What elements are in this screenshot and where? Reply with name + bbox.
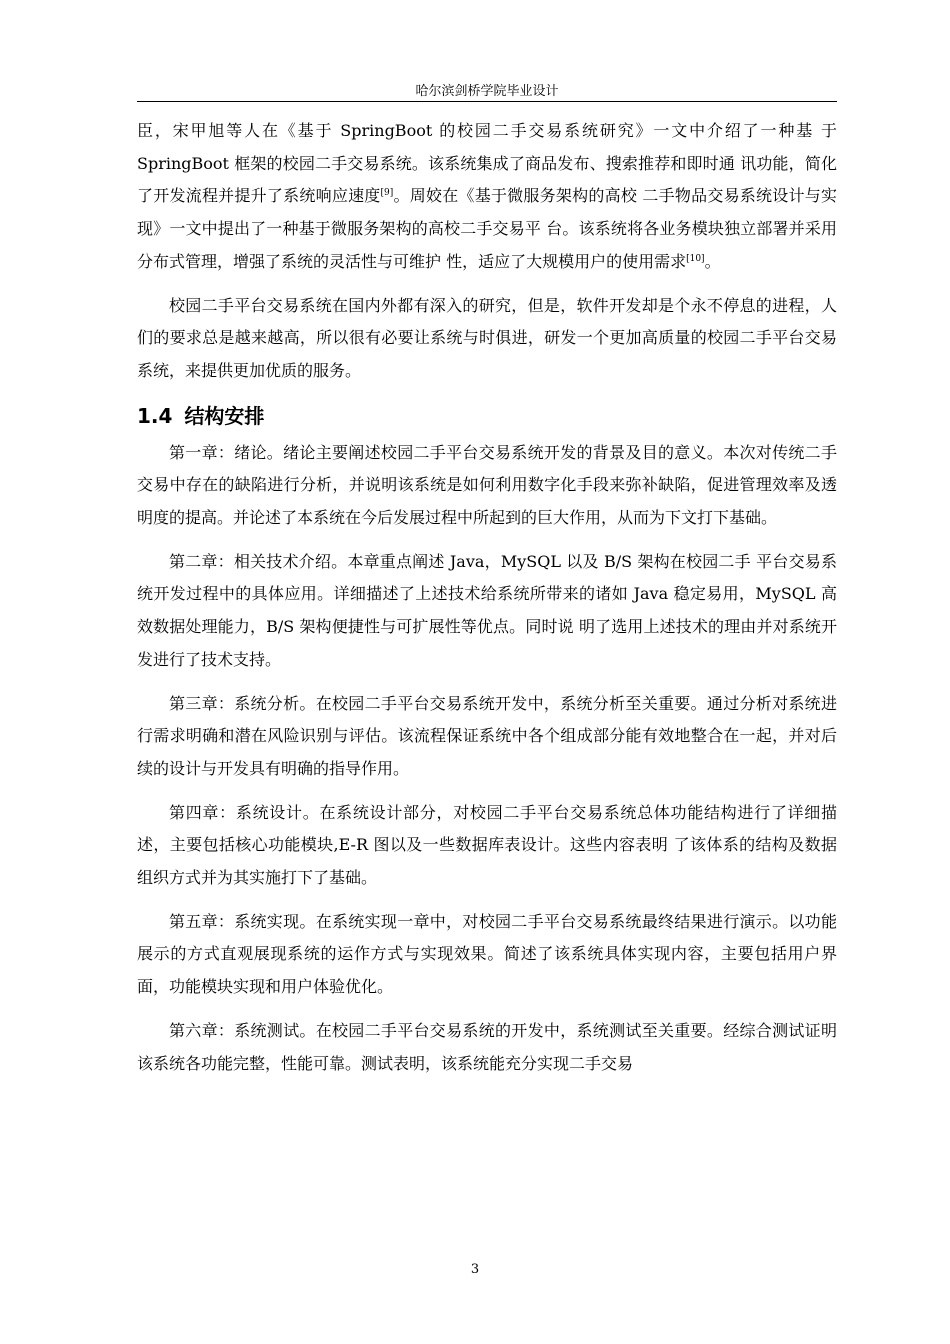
chapter-paragraph-3: 第三章：系统分析。在校园二手平台交易系统开发中，系统分析至关重要。通过分析对系统进行需求明确和潜在风险识别与评估。该流程保证系统中各个组成部分能有效地整合在一起，并对后续的设计与开发具有明确的指导作用。 xyxy=(137,693,837,778)
page-body xyxy=(137,115,837,1091)
chapter-paragraph-4: 第四章：系统设计。在系统设计部分，对校园二手平台交易系统总体功能结构进行了详细描述，主要包括核心功能模块,E-R 图以及一些数据库表设计。这些内容表明 了该体系的结构及数据组织方式并为其实施打下了基础。 xyxy=(137,802,837,888)
section-number: 1.4 xyxy=(137,403,173,428)
section-title: 结构安排 xyxy=(184,403,265,428)
page-number: 3 xyxy=(470,1262,480,1277)
citation-ref[interactable]: [10] xyxy=(686,253,705,264)
paragraph-text: 臣，宋甲旭等人在《基于 SpringBoot 的校园二手交易系统研究》一文中介绍了一种基 于 SpringBoot 框架的校园二手交易系统。该系统集成了商品发布、搜索推荐和即时通 讯功能，简化了开发流程并提升了系统响应速度 xyxy=(137,121,837,206)
section-heading xyxy=(137,399,837,433)
body-paragraph-summary: 校园二手平台交易系统在国内外都有深入的研究，但是，软件开发却是个永不停息的进程，人们的要求总是越来越高，所以很有必要让系统与时俱进，研发一个更加高质量的校园二手平台交易系统，来提供更加优质的服务。 xyxy=(137,295,837,380)
paragraph-text: 。 xyxy=(704,251,721,271)
chapter-paragraph-1: 第一章：绪论。绪论主要阐述校园二手平台交易系统开发的背景及目的意义。本次对传统二手交易中存在的缺陷进行分析，并说明该系统是如何利用数字化手段来弥补缺陷，促进管理效率及透明度的提高。并论述了本系统在今后发展过程中所起到的巨大作用，从而为下文打下基础。 xyxy=(137,442,837,528)
chapter-paragraph-6: 第六章：系统测试。在校园二手平台交易系统的开发中，系统测试至关重要。经综合测试证明该系统各功能完整，性能可靠。测试表明，该系统能充分实现二手交易 xyxy=(137,1020,837,1073)
header-rule xyxy=(137,101,837,102)
chapter-paragraph-2: 第二章：相关技术介绍。本章重点阐述 Java，MySQL 以及 B/S 架构在校园二手 平台交易系统开发过程中的具体应用。详细描述了上述技术给系统所带来的诸如 Java 稳定易用，MySQL 高效数据处理能力，B/S 架构便捷性与可扩展性等优点。同时说 明了选用上述技术的理由并对系统开发进行了技术支持。 xyxy=(137,551,837,669)
running-header: 哈尔滨剑桥学院毕业设计 xyxy=(415,84,559,99)
body-paragraph-related-work xyxy=(137,115,837,279)
paragraph-text: 。周姣在《基于微服务架构的高校 二手物品交易系统设计与实现》一文中提出了一种基于微服务架构的高校二手交易平 台。该系统将各业务模块独立部署并采用分布式管理，增强了系统的灵活性与可维护 性，适应了大规模用户的使用需求 xyxy=(137,186,837,271)
chapter-paragraph-5: 第五章：系统实现。在系统实现一章中，对校园二手平台交易系统最终结果进行演示。以功能展示的方式直观展现系统的运作方式与实现效果。简述了该系统具体实现内容，主要包括用户界面，功能模块实现和用户体验优化。 xyxy=(137,911,837,997)
citation-ref[interactable]: [9] xyxy=(380,188,394,199)
